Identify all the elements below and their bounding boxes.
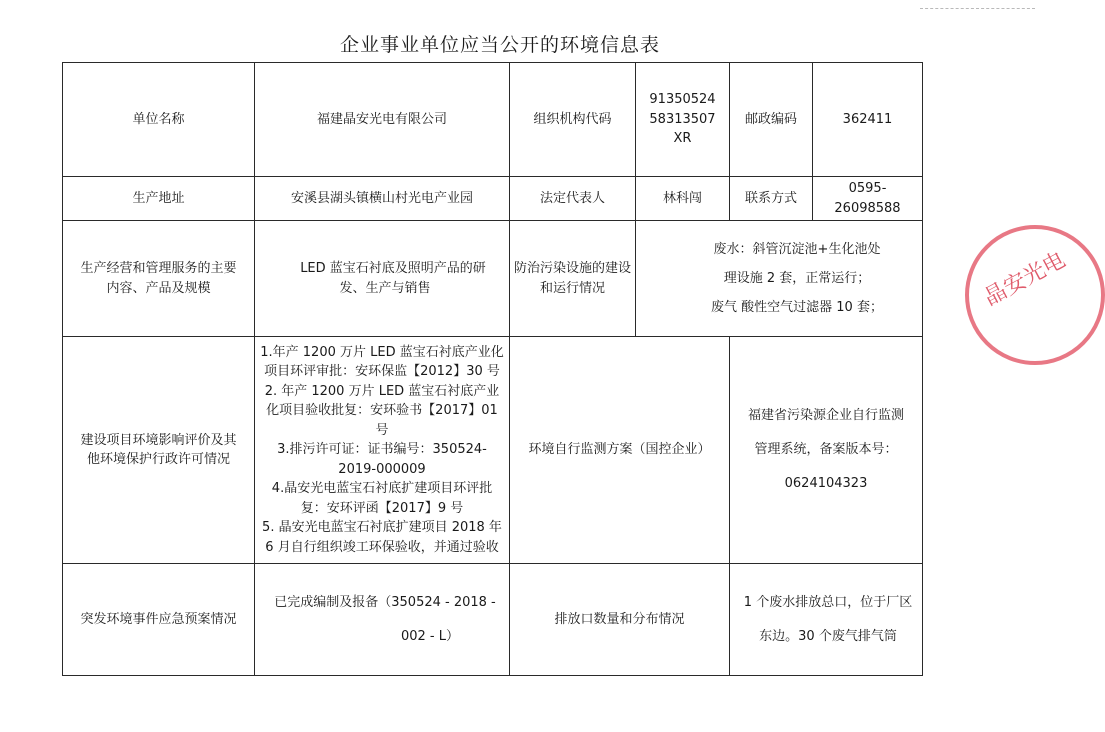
org-code-label: 组织机构代码 bbox=[510, 63, 636, 177]
row-emergency bbox=[63, 564, 923, 676]
outlet-value-line: 东边。30 个废气排气筒 bbox=[759, 628, 897, 644]
emergency-value bbox=[255, 564, 510, 676]
business-value-line: LED 蓝宝石衬底及照明产品的研 bbox=[300, 261, 486, 276]
outlet-value-line: 1 个废水排放总口，位于厂区 bbox=[743, 594, 913, 610]
facility-label bbox=[510, 221, 636, 337]
org-code-line: XR bbox=[673, 131, 692, 147]
postal-code-label: 邮政编码 bbox=[730, 63, 813, 177]
eia-label bbox=[63, 337, 255, 564]
legal-rep-value: 林科闯 bbox=[636, 177, 730, 221]
unit-name-value: 福建晶安光电有限公司 bbox=[255, 63, 510, 177]
row-address bbox=[63, 177, 923, 221]
row-eia bbox=[63, 337, 923, 564]
facility-value-line: 理设施 2 套，正常运行； bbox=[723, 270, 871, 286]
environment-info-table bbox=[62, 62, 923, 676]
eia-label-line: 建设项目环境影响评价及其 bbox=[80, 432, 237, 448]
outlet-value bbox=[730, 564, 923, 676]
monitor-value-line: 福建省污染源企业自行监测 bbox=[747, 408, 904, 424]
outlet-label: 排放口数量和分布情况 bbox=[510, 564, 730, 676]
emergency-value-line: 002 - L） bbox=[400, 628, 459, 644]
address-value: 安溪县湖头镇横山村光电产业园 bbox=[255, 177, 510, 221]
monitor-value-line: 0624104323 bbox=[784, 475, 868, 491]
page-title: 企业事业单位应当公开的环境信息表 bbox=[339, 34, 660, 56]
eia-item: 3.排污许可证：证书编号：350524-2019-000009 bbox=[277, 442, 487, 477]
row-unit-info bbox=[63, 63, 923, 177]
facility-value-line: 废气 酸性空气过滤器 10 套； bbox=[711, 300, 883, 316]
business-label-line: 生产经营和管理服务的主要 bbox=[80, 261, 237, 276]
unit-name-label: 单位名称 bbox=[63, 63, 255, 177]
facility-value-line: 废水：斜管沉淀池+生化池处 bbox=[713, 241, 881, 257]
facility-label-line: 和运行情况 bbox=[539, 280, 605, 296]
business-label-line: 内容、产品及规模 bbox=[106, 280, 211, 296]
monitor-plan-label: 环境自行监测方案（国控企业） bbox=[510, 337, 730, 564]
contact-label: 联系方式 bbox=[730, 177, 813, 221]
eia-item: 2. 年产 1200 万片 LED 蓝宝石衬底产业化项目验收批复：安环验书【2017】01 号 bbox=[264, 383, 500, 438]
postal-code-value: 362411 bbox=[813, 63, 923, 177]
org-code-line: 91350524 bbox=[649, 92, 716, 108]
emergency-value-line: 已完成编制及报备（350524 - 2018 - bbox=[274, 594, 496, 610]
legal-rep-label: 法定代表人 bbox=[510, 177, 636, 221]
facility-value bbox=[636, 221, 923, 337]
eia-items bbox=[255, 337, 510, 564]
org-code-value bbox=[636, 63, 730, 177]
emergency-label: 突发环境事件应急预案情况 bbox=[63, 564, 255, 676]
contact-value: 0595-26098588 bbox=[813, 177, 923, 221]
company-seal-text: 晶安光电 bbox=[980, 247, 1070, 311]
business-value-line: 发、生产与销售 bbox=[339, 280, 431, 296]
eia-label-line: 他环境保护行政许可情况 bbox=[86, 452, 230, 467]
eia-item: 5. 晶安光电蓝宝石衬底扩建项目 2018 年 6 月自行组织竣工环保验收，并通过验收 bbox=[262, 520, 502, 555]
address-label: 生产地址 bbox=[63, 177, 255, 221]
row-business bbox=[63, 221, 923, 337]
facility-label-line: 防治污染设施的建设 bbox=[514, 261, 632, 276]
org-code-line: 58313507 bbox=[649, 111, 716, 127]
business-label bbox=[63, 221, 255, 337]
monitor-value-line: 管理系统，备案版本号： bbox=[754, 442, 898, 458]
monitor-plan-value bbox=[730, 337, 923, 564]
eia-item: 4.晶安光电蓝宝石衬底扩建项目环评批复：安环评函【2017】9 号 bbox=[271, 481, 493, 516]
scan-edge-line bbox=[920, 8, 1035, 9]
eia-item: 1.年产 1200 万片 LED 蓝宝石衬底产业化项目环评审批：安环保监【2012】30 号 bbox=[260, 344, 504, 380]
business-value bbox=[255, 221, 510, 337]
